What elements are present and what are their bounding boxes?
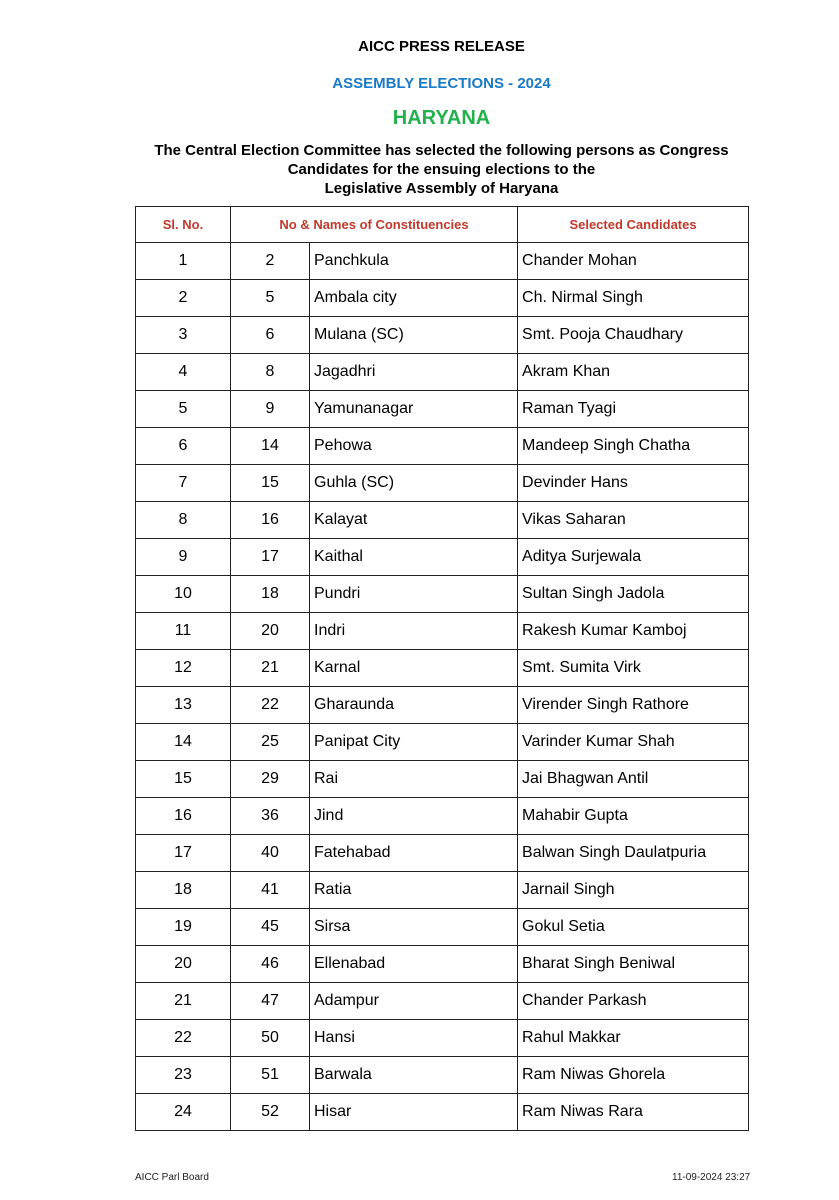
sl-no-cell: 15 <box>136 761 231 798</box>
table-row <box>136 909 749 946</box>
table-body <box>136 243 749 1131</box>
table-row <box>136 539 749 576</box>
constituency-number-cell: 46 <box>231 946 310 983</box>
table-header-row <box>136 207 749 243</box>
constituency-number-cell: 9 <box>231 391 310 428</box>
table-row <box>136 280 749 317</box>
candidate-name-cell: Jarnail Singh <box>518 872 749 909</box>
candidate-name-cell: Smt. Pooja Chaudhary <box>518 317 749 354</box>
constituency-name-cell: Rai <box>310 761 518 798</box>
constituency-number-cell: 45 <box>231 909 310 946</box>
candidate-name-cell: Rakesh Kumar Kamboj <box>518 613 749 650</box>
table-row <box>136 724 749 761</box>
sl-no-cell: 12 <box>136 650 231 687</box>
candidate-name-cell: Ram Niwas Ghorela <box>518 1057 749 1094</box>
sl-no-cell: 6 <box>136 428 231 465</box>
table-row <box>136 613 749 650</box>
constituency-name-cell: Panipat City <box>310 724 518 761</box>
sl-no-cell: 16 <box>136 798 231 835</box>
elections-subtitle: ASSEMBLY ELECTIONS - 2024 <box>332 75 551 92</box>
state-title: HARYANA <box>392 107 491 129</box>
intro-line-2: Candidates for the ensuing elections to the <box>287 161 596 178</box>
constituency-number-cell: 40 <box>231 835 310 872</box>
constituency-name-cell: Hansi <box>310 1020 518 1057</box>
header-constituency: No & Names of Constituencies <box>231 207 518 243</box>
constituency-number-cell: 15 <box>231 465 310 502</box>
table-row <box>136 576 749 613</box>
constituency-number-cell: 51 <box>231 1057 310 1094</box>
press-release-title: AICC PRESS RELEASE <box>358 38 525 55</box>
constituency-name-cell: Pehowa <box>310 428 518 465</box>
constituency-number-cell: 8 <box>231 354 310 391</box>
constituency-name-cell: Ambala city <box>310 280 518 317</box>
table-row <box>136 687 749 724</box>
sl-no-cell: 20 <box>136 946 231 983</box>
sl-no-cell: 1 <box>136 243 231 280</box>
sl-no-cell: 3 <box>136 317 231 354</box>
candidate-name-cell: Rahul Makkar <box>518 1020 749 1057</box>
sl-no-cell: 2 <box>136 280 231 317</box>
constituency-number-cell: 5 <box>231 280 310 317</box>
constituency-number-cell: 22 <box>231 687 310 724</box>
constituency-number-cell: 41 <box>231 872 310 909</box>
sl-no-cell: 8 <box>136 502 231 539</box>
constituency-name-cell: Jagadhri <box>310 354 518 391</box>
sl-no-cell: 13 <box>136 687 231 724</box>
constituency-name-cell: Guhla (SC) <box>310 465 518 502</box>
table-row <box>136 761 749 798</box>
sl-no-cell: 23 <box>136 1057 231 1094</box>
header-sl-no: Sl. No. <box>136 207 231 243</box>
sl-no-cell: 7 <box>136 465 231 502</box>
candidate-name-cell: Raman Tyagi <box>518 391 749 428</box>
constituency-number-cell: 14 <box>231 428 310 465</box>
constituency-name-cell: Karnal <box>310 650 518 687</box>
table-row <box>136 1094 749 1131</box>
constituency-name-cell: Hisar <box>310 1094 518 1131</box>
candidate-name-cell: Virender Singh Rathore <box>518 687 749 724</box>
constituency-name-cell: Pundri <box>310 576 518 613</box>
constituency-name-cell: Mulana (SC) <box>310 317 518 354</box>
candidate-name-cell: Mandeep Singh Chatha <box>518 428 749 465</box>
constituency-number-cell: 36 <box>231 798 310 835</box>
sl-no-cell: 24 <box>136 1094 231 1131</box>
constituency-name-cell: Sirsa <box>310 909 518 946</box>
candidate-name-cell: Chander Parkash <box>518 983 749 1020</box>
candidate-name-cell: Chander Mohan <box>518 243 749 280</box>
constituency-number-cell: 6 <box>231 317 310 354</box>
sl-no-cell: 21 <box>136 983 231 1020</box>
sl-no-cell: 4 <box>136 354 231 391</box>
constituency-number-cell: 50 <box>231 1020 310 1057</box>
constituency-name-cell: Fatehabad <box>310 835 518 872</box>
constituency-number-cell: 29 <box>231 761 310 798</box>
table-row <box>136 835 749 872</box>
candidate-name-cell: Mahabir Gupta <box>518 798 749 835</box>
sl-no-cell: 10 <box>136 576 231 613</box>
footer-board: AICC Parl Board <box>135 1172 209 1183</box>
candidate-name-cell: Sultan Singh Jadola <box>518 576 749 613</box>
table-row <box>136 502 749 539</box>
constituency-name-cell: Kaithal <box>310 539 518 576</box>
constituency-name-cell: Ellenabad <box>310 946 518 983</box>
sl-no-cell: 11 <box>136 613 231 650</box>
sl-no-cell: 14 <box>136 724 231 761</box>
constituency-name-cell: Gharaunda <box>310 687 518 724</box>
constituency-name-cell: Ratia <box>310 872 518 909</box>
candidate-name-cell: Balwan Singh Daulatpuria <box>518 835 749 872</box>
intro-line-3: Legislative Assembly of Haryana <box>324 180 559 197</box>
constituency-number-cell: 18 <box>231 576 310 613</box>
table-row <box>136 428 749 465</box>
header-candidate: Selected Candidates <box>518 207 749 243</box>
constituency-name-cell: Jind <box>310 798 518 835</box>
sl-no-cell: 5 <box>136 391 231 428</box>
constituency-number-cell: 52 <box>231 1094 310 1131</box>
candidate-name-cell: Smt. Sumita Virk <box>518 650 749 687</box>
constituency-number-cell: 17 <box>231 539 310 576</box>
table-row <box>136 1020 749 1057</box>
constituency-name-cell: Indri <box>310 613 518 650</box>
table-row <box>136 650 749 687</box>
candidate-name-cell: Vikas Saharan <box>518 502 749 539</box>
candidate-name-cell: Aditya Surjewala <box>518 539 749 576</box>
intro-line-1: The Central Election Committee has selected the following persons as Congress <box>154 142 729 159</box>
candidate-name-cell: Ch. Nirmal Singh <box>518 280 749 317</box>
constituency-name-cell: Panchkula <box>310 243 518 280</box>
sl-no-cell: 19 <box>136 909 231 946</box>
candidate-name-cell: Varinder Kumar Shah <box>518 724 749 761</box>
constituency-name-cell: Barwala <box>310 1057 518 1094</box>
table-row <box>136 317 749 354</box>
sl-no-cell: 22 <box>136 1020 231 1057</box>
constituency-number-cell: 21 <box>231 650 310 687</box>
constituency-name-cell: Kalayat <box>310 502 518 539</box>
sl-no-cell: 17 <box>136 835 231 872</box>
candidate-name-cell: Ram Niwas Rara <box>518 1094 749 1131</box>
sl-no-cell: 18 <box>136 872 231 909</box>
table-row <box>136 1057 749 1094</box>
constituency-number-cell: 47 <box>231 983 310 1020</box>
constituency-number-cell: 2 <box>231 243 310 280</box>
constituency-number-cell: 16 <box>231 502 310 539</box>
table-row <box>136 872 749 909</box>
candidate-name-cell: Devinder Hans <box>518 465 749 502</box>
constituency-name-cell: Adampur <box>310 983 518 1020</box>
candidates-table <box>135 206 749 1131</box>
footer-timestamp: 11-09-2024 23:27 <box>672 1172 751 1183</box>
table-row <box>136 946 749 983</box>
sl-no-cell: 9 <box>136 539 231 576</box>
candidate-name-cell: Akram Khan <box>518 354 749 391</box>
table-row <box>136 798 749 835</box>
candidate-name-cell: Bharat Singh Beniwal <box>518 946 749 983</box>
table-row <box>136 354 749 391</box>
table-row <box>136 465 749 502</box>
table-row <box>136 983 749 1020</box>
constituency-number-cell: 20 <box>231 613 310 650</box>
constituency-name-cell: Yamunanagar <box>310 391 518 428</box>
candidate-name-cell: Jai Bhagwan Antil <box>518 761 749 798</box>
table-row <box>136 243 749 280</box>
constituency-number-cell: 25 <box>231 724 310 761</box>
candidate-name-cell: Gokul Setia <box>518 909 749 946</box>
table-row <box>136 391 749 428</box>
